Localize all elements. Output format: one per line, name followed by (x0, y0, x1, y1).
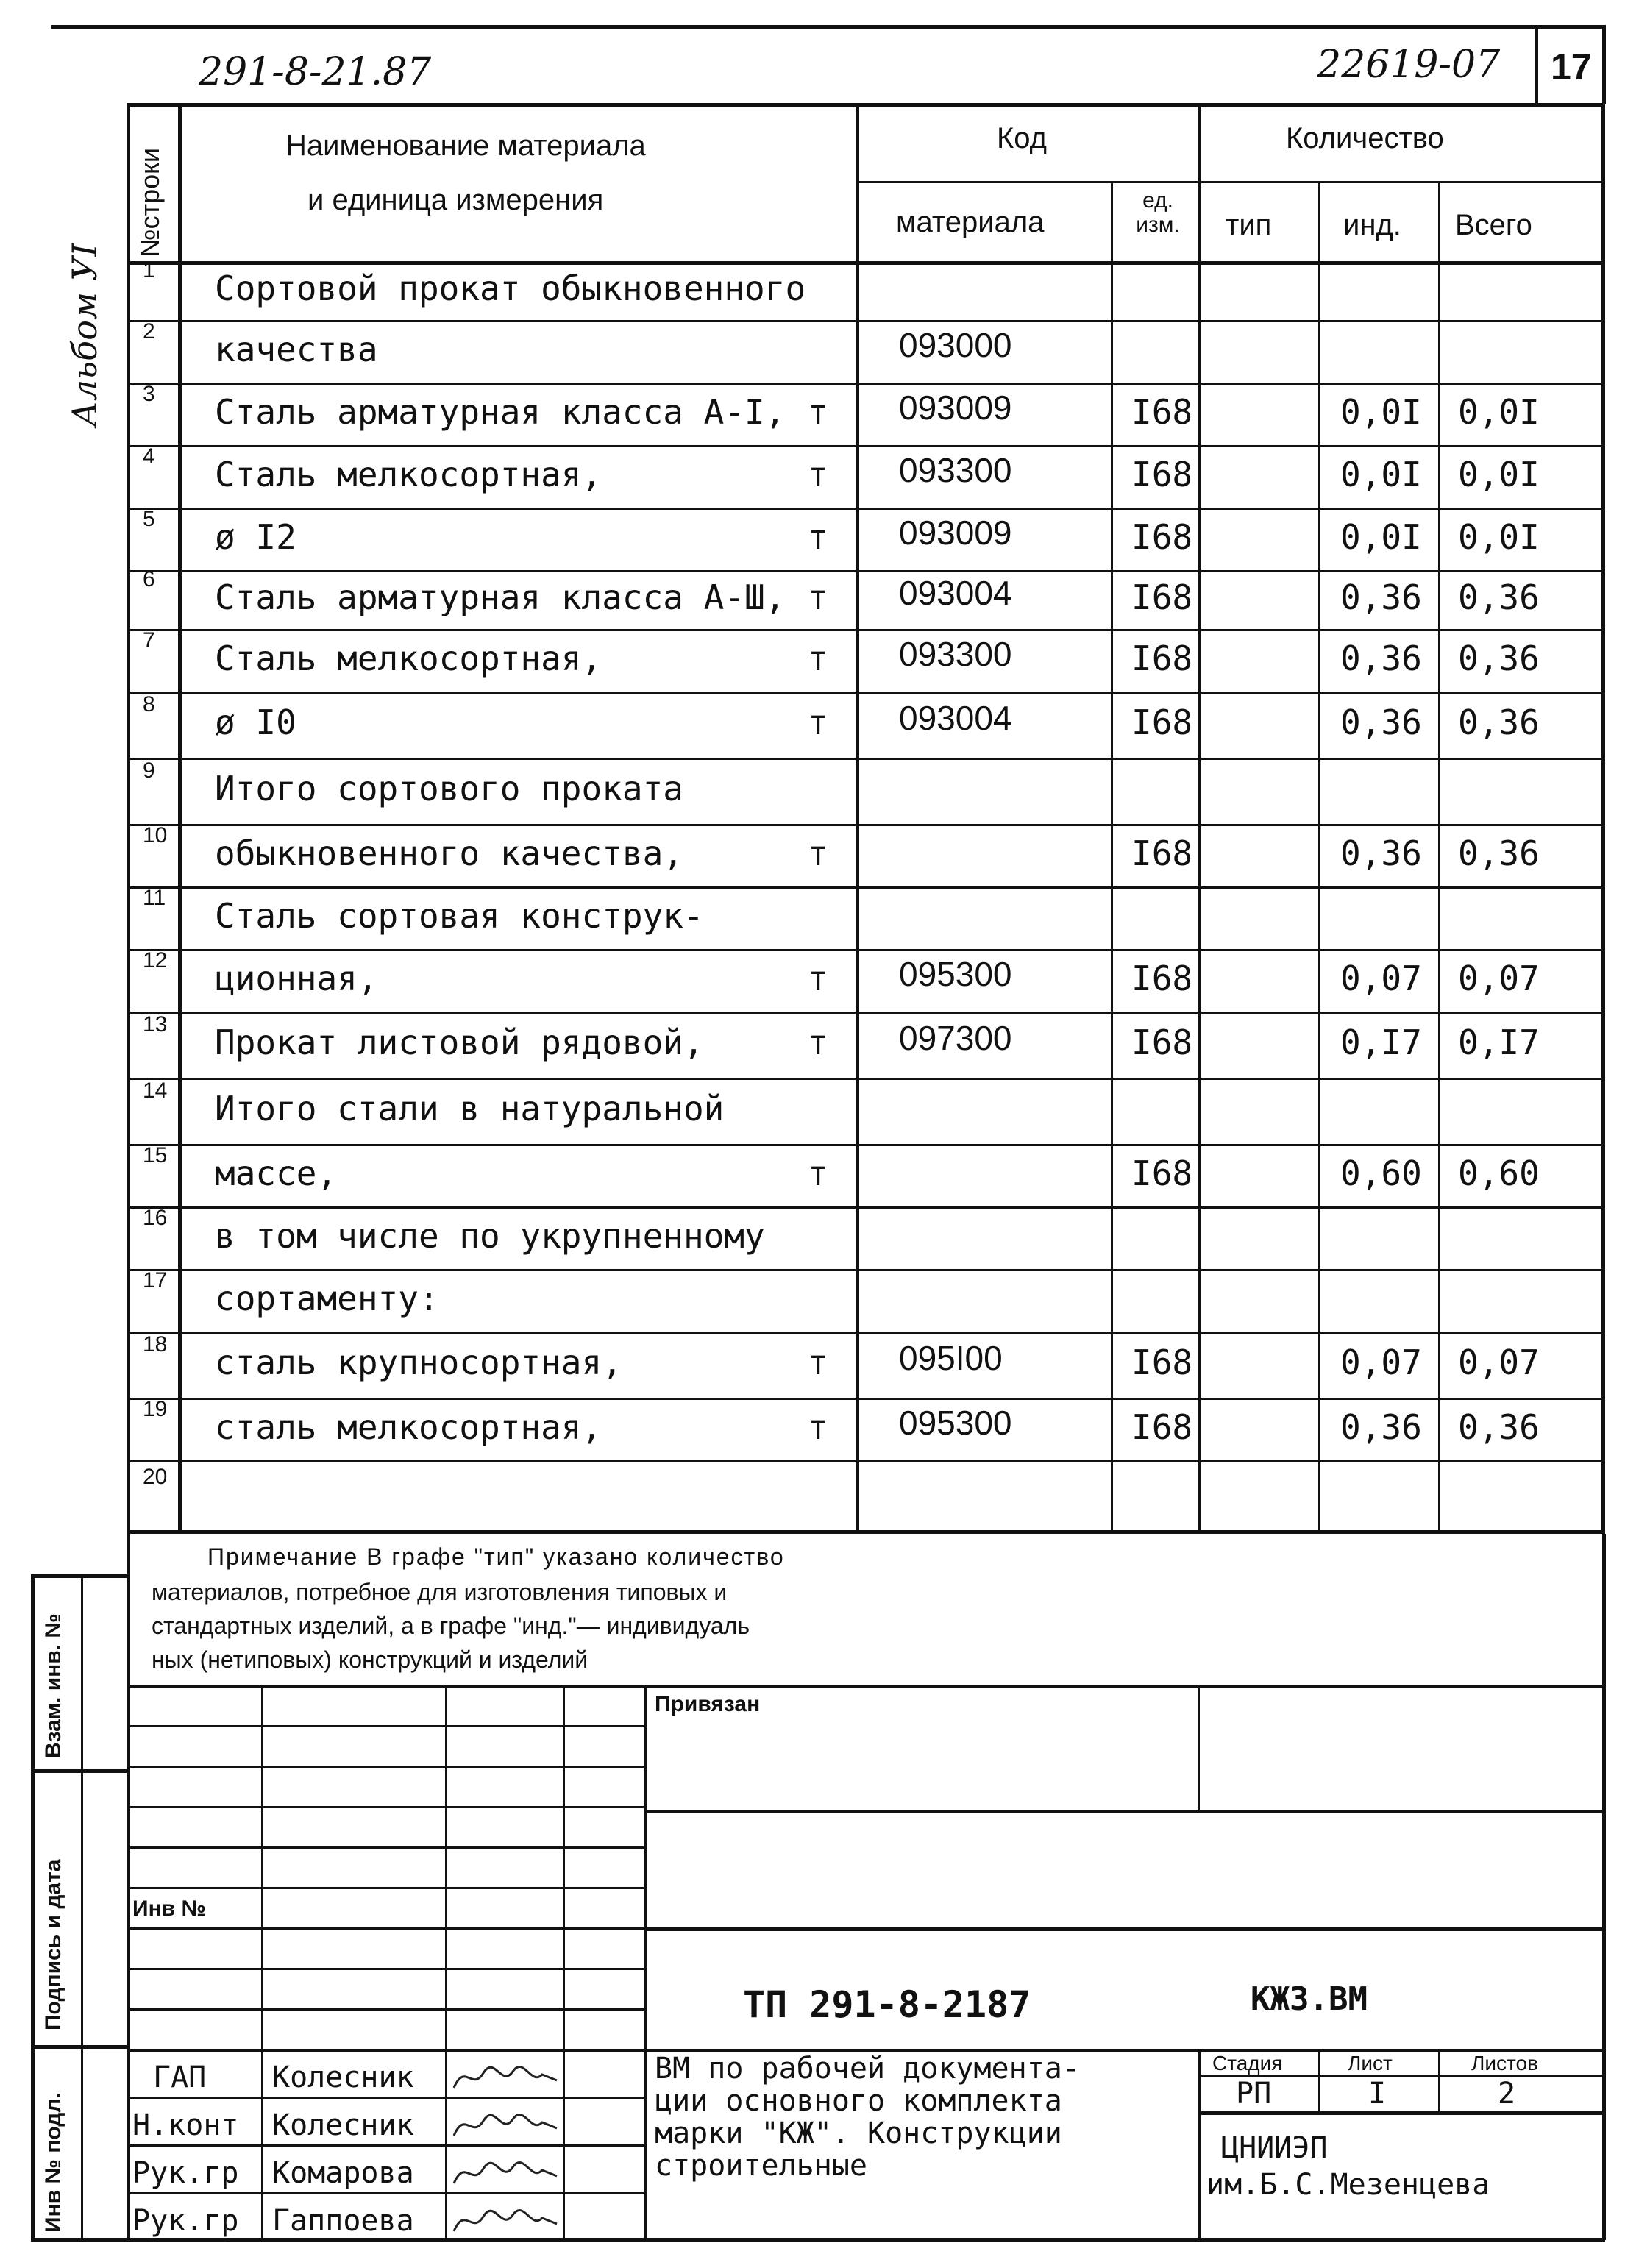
row-code: 095I00 (899, 1339, 1003, 1377)
row-name: Сталь арматурная класса А-Ш, (215, 577, 786, 617)
row-number: 15 (143, 1142, 168, 1167)
row-name: обыкновенного качества, (215, 833, 683, 873)
row-unit: I68 (1131, 454, 1193, 494)
row-ind: 0,07 (1340, 1343, 1422, 1382)
stage-div2 (1438, 2049, 1440, 2111)
row-ind: 0,0I (1340, 454, 1422, 494)
col-line-name (856, 103, 859, 1534)
person-name: Колесник (272, 2108, 414, 2142)
stamp-grid-h4 (127, 1846, 644, 1849)
row-code: 093004 (899, 574, 1012, 612)
stamp-grid-h11 (127, 2144, 644, 2147)
row-ind: 0,0I (1340, 516, 1422, 557)
row-name: Итого сортового проката (215, 769, 683, 808)
row-name: сортаменту: (215, 1278, 439, 1318)
row-separator (127, 629, 1605, 631)
col-header-material: материала (896, 206, 1045, 238)
row-code: 093300 (899, 450, 1012, 489)
row-unit-t: т (808, 577, 828, 617)
row-name: ционная, (215, 958, 378, 998)
header-bottom (127, 261, 1605, 265)
col-line-unit (1198, 103, 1201, 1534)
note-line3: стандартных изделий, а в графе "инд."— индивидуаль (152, 1613, 750, 1639)
row-separator (127, 1012, 1605, 1014)
row-name: в том числе по укрупненному (215, 1215, 765, 1256)
row-unit: I68 (1131, 1407, 1193, 1447)
row-code: 093000 (899, 325, 1012, 364)
row-number: 19 (143, 1396, 168, 1421)
row-unit: I68 (1131, 703, 1193, 742)
row-separator (127, 692, 1605, 694)
row-number: 13 (143, 1012, 168, 1037)
stamp-grid-h2 (127, 1766, 644, 1768)
row-name: ø I2 (215, 516, 296, 557)
row-separator (127, 1460, 1605, 1462)
row-ind: 0,07 (1340, 958, 1422, 998)
row-unit: I68 (1131, 516, 1193, 557)
side-strip-div2 (31, 2045, 129, 2049)
row-unit-t: т (808, 703, 828, 742)
stamp-title-line3: марки "КЖ". Конструкции (655, 2116, 1062, 2150)
stamp-grid-h1 (127, 1725, 644, 1727)
row-unit-t: т (808, 391, 828, 432)
row-number: 17 (143, 1268, 168, 1293)
stage-div1 (1318, 2049, 1320, 2111)
signature-icon (450, 2106, 561, 2143)
note-line4: ных (нетиповых) конструкций и изделий (152, 1646, 588, 1673)
side-label-inv-podl: Инв № подл. (41, 2092, 65, 2233)
stamp-grid-v3 (563, 1685, 565, 2240)
person-name: Гаппоева (272, 2204, 414, 2238)
row-unit: I68 (1131, 391, 1193, 432)
row-separator (127, 886, 1605, 889)
side-label-podpis: Подпись и дата (41, 1859, 65, 2030)
note-line1: Примечание В графе "тип" указано количество (207, 1543, 785, 1570)
row-code: 095300 (899, 954, 1012, 993)
row-ind: 0,0I (1340, 391, 1422, 432)
row-unit-t: т (808, 1023, 828, 1062)
stamp-title-line2: ции основного комплекта (655, 2084, 1062, 2118)
album-label: Альбом УI (65, 243, 104, 427)
row-number: 8 (143, 692, 155, 717)
side-strip-left (31, 1574, 35, 2240)
stamp-title-line1: ВМ по рабочей документа- (655, 2052, 1080, 2086)
row-separator (127, 1269, 1605, 1271)
person-name: Комарова (272, 2156, 414, 2190)
row-name: сталь мелкосортная, (215, 1407, 602, 1447)
row-unit: I68 (1131, 1153, 1193, 1193)
stamp-grid-v4 (644, 1685, 647, 2240)
row-separator (127, 1144, 1605, 1146)
col-header-quantity: Количество (1286, 122, 1444, 154)
row-total: 0,36 (1458, 833, 1540, 873)
row-ind: 0,36 (1340, 638, 1422, 678)
row-unit-t: т (808, 958, 828, 998)
row-unit-t: т (808, 1343, 828, 1382)
stamp-inv-no: Инв № (132, 1896, 206, 1921)
row-total: 0,36 (1458, 1407, 1540, 1447)
stamp-grid-h7 (127, 1968, 644, 1970)
row-name: Сталь арматурная класса А-I, (215, 391, 786, 432)
sheet-number: 17 (1551, 46, 1592, 88)
person-role: Рук.гр (132, 2156, 239, 2190)
signature-icon (450, 2154, 561, 2191)
row-name: сталь крупносортная, (215, 1343, 622, 1382)
row-total: 0,0I (1458, 391, 1540, 432)
row-code: 093009 (899, 388, 1012, 427)
row-code: 095300 (899, 1403, 1012, 1442)
col-header-ind: инд. (1343, 209, 1401, 241)
col-header-unit: ед. изм. (1136, 188, 1180, 237)
row-name: Итого стали в натуральной (215, 1089, 725, 1128)
row-total: 0,07 (1458, 958, 1540, 998)
stage-bottom (1198, 2111, 1605, 2115)
col-header-tip: тип (1226, 209, 1272, 241)
col-header-name: Наименование материала (285, 129, 646, 162)
person-name: Колесник (272, 2061, 414, 2094)
row-unit-t: т (808, 454, 828, 494)
note-line2: материалов, потребное для изготовления типовых и (152, 1579, 728, 1605)
header-subline (856, 181, 1605, 183)
row-ind: 0,36 (1340, 703, 1422, 742)
row-total: 0,60 (1458, 1153, 1540, 1193)
stamp-grid-v1 (261, 1685, 263, 2240)
person-role: Н.конт (132, 2108, 239, 2142)
row-separator (127, 1398, 1605, 1400)
stamp-stage-h: Стадия (1212, 2052, 1283, 2075)
stamp-grid-v2 (445, 1685, 447, 2240)
signature-icon (450, 2202, 561, 2239)
row-total: 0,36 (1458, 638, 1540, 678)
row-total: 0,36 (1458, 577, 1540, 617)
privyazan-divider (1198, 1685, 1200, 1810)
stamp-privyazan: Привязан (655, 1692, 761, 1716)
row-total: 0,36 (1458, 703, 1540, 742)
row-number: 14 (143, 1078, 168, 1103)
row-name: массе, (215, 1153, 338, 1193)
row-unit: I68 (1131, 958, 1193, 998)
stamp-org-line2: им.Б.С.Мезенцева (1206, 2168, 1490, 2202)
col-header-total: Всего (1455, 209, 1532, 241)
row-name: Сортовой прокат обыкновенного (215, 269, 806, 308)
stamp-title-line4: строительные (655, 2149, 867, 2183)
side-strip-mid (81, 1574, 83, 2240)
stamp-grid-h9 (127, 2049, 644, 2052)
row-number: 18 (143, 1332, 168, 1357)
row-number: 6 (143, 567, 155, 591)
row-separator (127, 320, 1605, 322)
row-ind: 0,36 (1340, 833, 1422, 873)
sheet-number-divider (1535, 25, 1538, 104)
row-ind: 0,36 (1340, 1407, 1422, 1447)
row-separator (127, 824, 1605, 826)
row-number: 2 (143, 319, 155, 344)
stage-left (1198, 2049, 1201, 2240)
row-separator (127, 758, 1605, 760)
row-separator (127, 445, 1605, 447)
stamp-top-line (127, 1685, 1605, 1688)
row-number: 11 (143, 885, 166, 910)
stamp-sheet-h: Лист (1348, 2052, 1393, 2075)
row-code: 093300 (899, 634, 1012, 673)
row-ind: 0,36 (1340, 577, 1422, 617)
col-header-name-line2: и единица измерения (307, 184, 604, 216)
row-name: Сталь мелкосортная, (215, 454, 602, 494)
stamp-mark: КЖЗ.ВМ (1251, 1980, 1368, 2018)
col-header-code: Код (997, 122, 1048, 154)
row-total: 0,I7 (1458, 1023, 1540, 1062)
row-number: 12 (143, 948, 168, 973)
col-header-rowno: №строки (135, 147, 165, 257)
side-strip-div1 (31, 1769, 129, 1773)
stamp-stage: РП (1236, 2077, 1272, 2111)
side-strip-top (31, 1574, 129, 1578)
row-separator (127, 570, 1605, 572)
main-table-frame (127, 103, 1605, 1534)
doc-number-left: 291-8-21.87 (199, 50, 432, 94)
row-separator (127, 508, 1605, 510)
row-number: 10 (143, 822, 168, 847)
row-separator (127, 1078, 1605, 1080)
row-unit: I68 (1131, 1023, 1193, 1062)
stamp-grid-h8 (127, 2008, 644, 2011)
row-number: 5 (143, 506, 155, 531)
row-number: 9 (143, 758, 155, 783)
row-total: 0,0I (1458, 516, 1540, 557)
row-name: ø I0 (215, 703, 296, 742)
row-name: Сталь мелкосортная, (215, 638, 602, 678)
row-unit: I68 (1131, 638, 1193, 678)
stamp-grid-h6 (127, 1927, 644, 1930)
stamp-org-line1: ЦНИИЭП (1221, 2131, 1328, 2165)
stamp-grid-h3 (127, 1806, 644, 1808)
stamp-sheets-h: Листов (1471, 2052, 1538, 2075)
top-border (51, 25, 1604, 29)
row-total: 0,07 (1458, 1343, 1540, 1382)
row-unit-t: т (808, 638, 828, 678)
row-code: 093009 (899, 513, 1012, 552)
row-unit-t: т (808, 833, 828, 873)
row-unit-t: т (808, 516, 828, 557)
row-ind: 0,60 (1340, 1153, 1422, 1193)
row-unit-t: т (808, 1407, 828, 1447)
stamp-bottom-line (31, 2238, 1605, 2242)
stamp-grid-h5 (127, 1887, 644, 1889)
project-top (644, 1927, 1605, 1931)
row-name: качества (215, 329, 378, 369)
row-ind: 0,I7 (1340, 1023, 1422, 1062)
person-role: ГАП (153, 2061, 207, 2094)
row-number: 16 (143, 1205, 168, 1230)
row-number: 4 (143, 444, 155, 469)
row-separator (127, 949, 1605, 951)
col-line-rowno (178, 103, 182, 1534)
row-unit-t: т (808, 1153, 828, 1193)
row-separator (127, 1206, 1605, 1209)
side-label-vzam: Взам. инв. № (41, 1613, 65, 1758)
row-number: 20 (143, 1465, 168, 1489)
row-code: 093004 (899, 699, 1012, 737)
row-unit: I68 (1131, 1343, 1193, 1382)
stamp-right-border (1602, 1534, 1606, 2240)
row-unit: I68 (1131, 833, 1193, 873)
row-number: 3 (143, 381, 155, 406)
row-name: Сталь сортовая конструк- (215, 895, 704, 936)
row-name: Прокат листовой рядовой, (215, 1023, 704, 1062)
row-unit: I68 (1131, 577, 1193, 617)
signature-icon (450, 2058, 561, 2095)
row-code: 097300 (899, 1019, 1012, 1057)
row-total: 0,0I (1458, 454, 1540, 494)
row-separator (127, 383, 1605, 385)
stamp-grid-h10 (127, 2097, 644, 2099)
stamp-sheets: 2 (1498, 2077, 1516, 2111)
sheet-number-right (1602, 25, 1606, 104)
row-number: 7 (143, 628, 155, 653)
stamp-project: ТП 291-8-2187 (743, 1983, 1031, 2026)
row-number: 1 (143, 258, 155, 282)
doc-number-right: 22619-07 (1317, 43, 1501, 87)
person-role: Рук.гр (132, 2204, 239, 2238)
row-separator (127, 1332, 1605, 1334)
stamp-grid-h12 (127, 2192, 644, 2194)
privyazan-bottom (644, 1810, 1605, 1813)
stamp-sheet: I (1368, 2077, 1387, 2111)
